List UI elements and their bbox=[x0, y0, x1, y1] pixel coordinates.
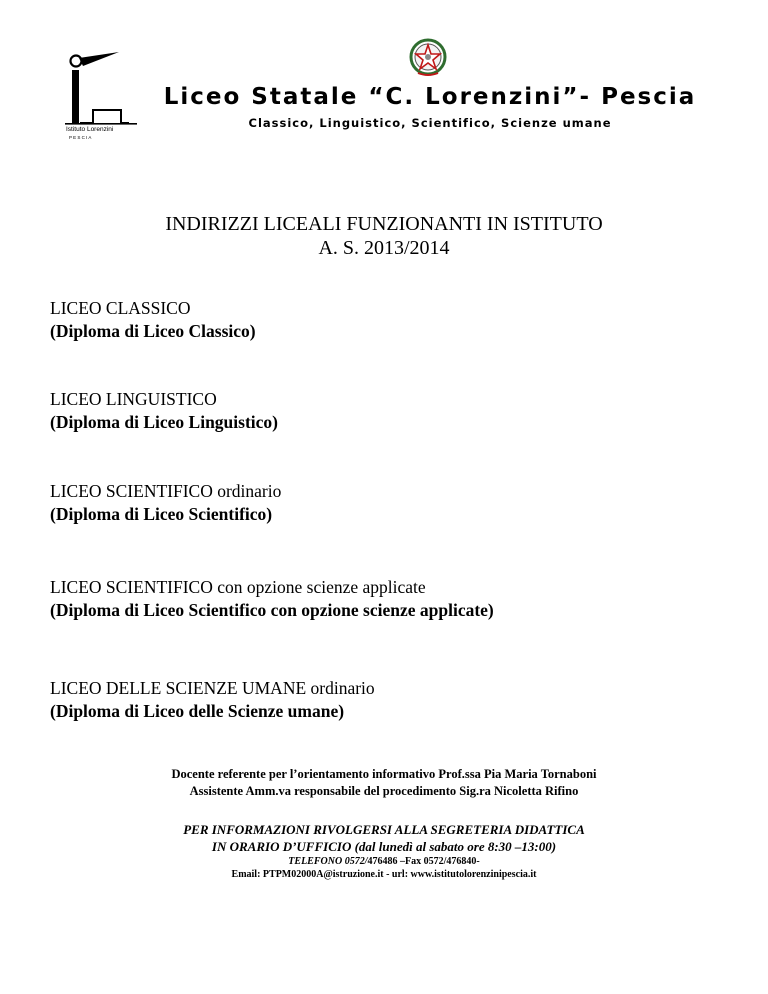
section-diploma: (Diploma di Liceo Classico) bbox=[50, 321, 256, 341]
school-subtitle: Classico, Linguistico, Scientifico, Scienze umane bbox=[248, 116, 612, 130]
info-line-2: IN ORARIO D’UFFICIO (dal lunedì al sabato ore 8:30 –13:00) bbox=[211, 839, 557, 854]
section-linguistico bbox=[50, 388, 750, 434]
section-diploma: (Diploma di Liceo Linguistico) bbox=[50, 412, 278, 432]
document-title bbox=[0, 212, 768, 260]
school-name: Liceo Statale “C. Lorenzini”- Pescia bbox=[163, 84, 697, 110]
phone-label: TELEFONO 0572/ bbox=[288, 856, 368, 867]
section-name: LICEO CLASSICO bbox=[50, 298, 191, 318]
referente-line: Docente referente per l’orientamento informativo Prof.ssa Pia Maria Tornaboni bbox=[171, 767, 597, 781]
info-block bbox=[0, 821, 768, 855]
phone-block bbox=[0, 855, 768, 881]
title-line-2: A. S. 2013/2014 bbox=[318, 237, 450, 259]
contacts-block bbox=[0, 766, 768, 800]
section-scienze-applicate bbox=[50, 576, 750, 622]
title-line-1: INDIRIZZI LICEALI FUNZIONANTI IN ISTITUTO bbox=[165, 213, 603, 235]
section-diploma: (Diploma di Liceo Scientifico) bbox=[50, 504, 273, 524]
section-name: LICEO DELLE SCIENZE UMANE ordinario bbox=[50, 678, 375, 698]
section-name: LICEO SCIENTIFICO con opzione scienze applicate bbox=[50, 577, 426, 597]
section-diploma: (Diploma di Liceo Scientifico con opzione scienze applicate) bbox=[50, 600, 494, 620]
section-name: LICEO SCIENTIFICO ordinario bbox=[50, 481, 282, 501]
section-scientifico bbox=[50, 480, 750, 526]
section-classico bbox=[50, 297, 750, 343]
info-line-1: PER INFORMAZIONI RIVOLGERSI ALLA SEGRETERIA DIDATTICA bbox=[183, 822, 585, 837]
section-diploma: (Diploma di Liceo delle Scienze umane) bbox=[50, 701, 345, 721]
italian-republic-emblem-icon bbox=[408, 37, 448, 77]
phone-line bbox=[0, 855, 768, 868]
logo-subtext: P E S C I A bbox=[69, 135, 92, 140]
phone-numbers: 476486 –Fax 0572/476840- bbox=[367, 856, 480, 867]
assistente-line: Assistente Amm.va responsabile del procedimento Sig.ra Nicoletta Rifino bbox=[189, 784, 579, 798]
email-line: Email: PTPM02000A@istruzione.it - url: www.istitutolorenzinipescia.it bbox=[231, 869, 537, 880]
section-scienze-umane bbox=[50, 677, 750, 723]
logo-text: Istituto Lorenzini bbox=[66, 126, 114, 133]
section-name: LICEO LINGUISTICO bbox=[50, 389, 217, 409]
